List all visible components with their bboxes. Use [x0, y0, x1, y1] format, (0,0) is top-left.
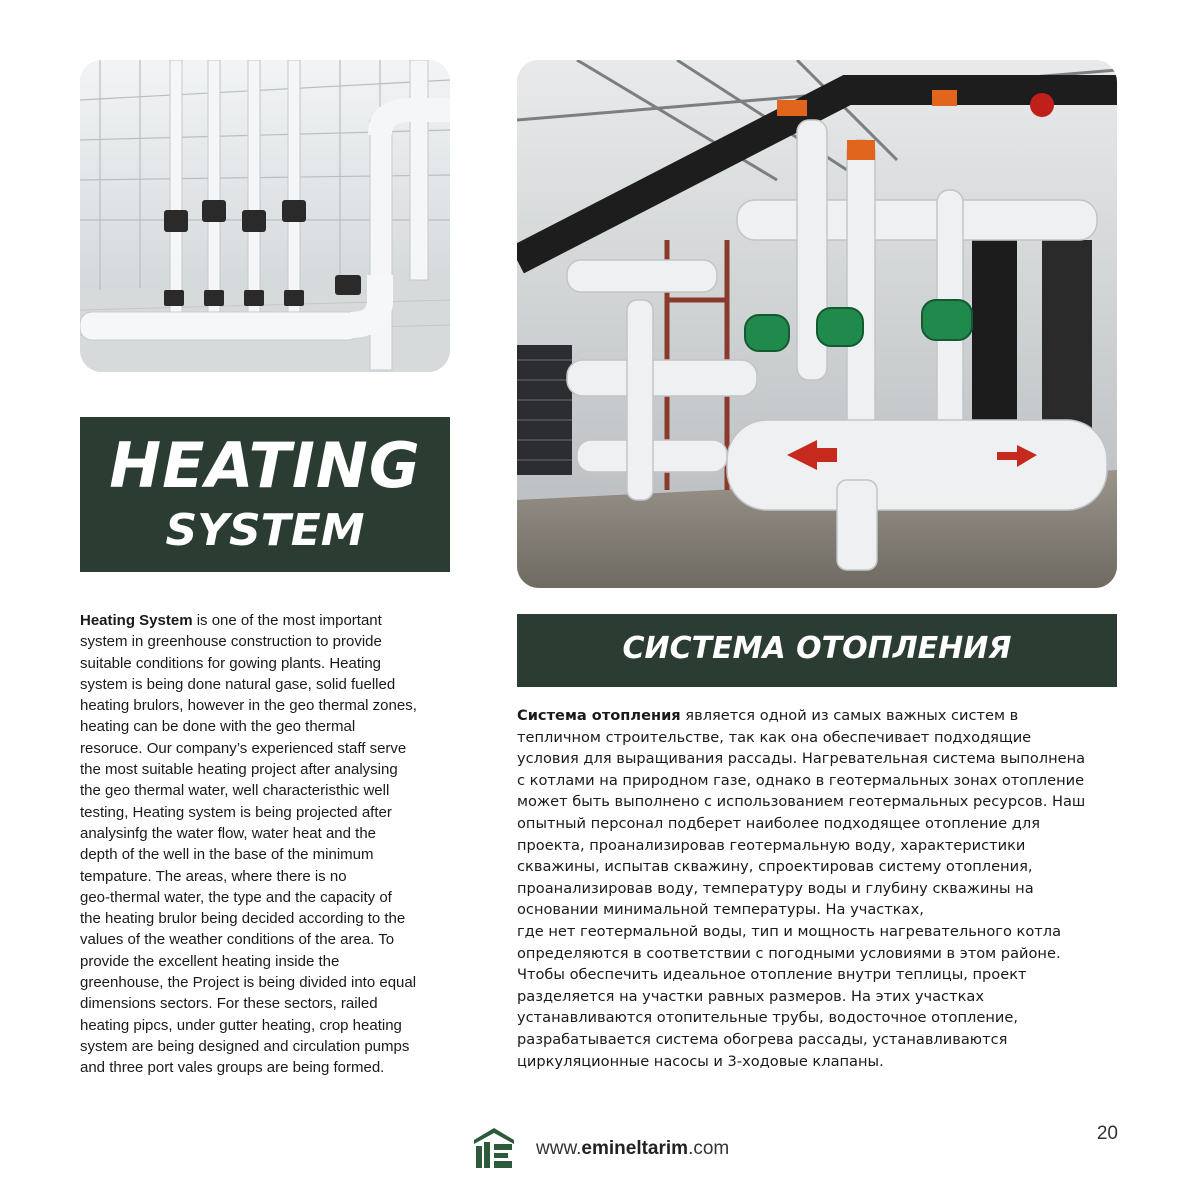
body-line-ru: условия для выращивания рассады. Нагревательная система выполнена	[517, 750, 1086, 768]
body-line-ru: определяются в соответствии с погодными условиями в этом районе.	[517, 944, 1061, 962]
body-lead-ru: Система отопления	[517, 707, 681, 724]
body-line-ru: с котлами на природном газе, однако в геотермальных зонах отопление	[517, 771, 1085, 789]
body-line-en: testing, Heating system is being projected after	[80, 803, 392, 821]
banner-title-line2: SYSTEM	[165, 505, 365, 556]
banner-title-ru: СИСТЕМА ОТОПЛЕНИЯ	[622, 631, 1012, 666]
greenhouse-heating-photo	[80, 60, 450, 372]
body-line-en: the geo thermal water, well characteristhic well	[80, 782, 390, 800]
body-line-en: values of the weather conditions of the area. To	[80, 931, 395, 949]
url-suffix: .com	[688, 1138, 730, 1159]
url-prefix: www.	[536, 1138, 582, 1159]
heading-banner-en	[80, 417, 450, 572]
body-line-ru: проанализировав воду, температуру воды и глубину скважины на	[517, 879, 1034, 897]
body-line-en: resoruce. Our company’s experienced staff serve	[80, 739, 407, 757]
company-logo-icon-svg	[472, 1126, 516, 1168]
banner-title-line1: HEATING	[109, 429, 421, 502]
body-line-ru: опытный персонал подберет наиболее подходящее отопление для	[517, 814, 1040, 832]
body-line-en: dimensions sectors. For these sectors, railed	[80, 995, 378, 1013]
body-line-en: the heating brulor being decided according to the	[80, 910, 406, 928]
heating-station-illustration	[517, 60, 1117, 588]
body-line-en: greenhouse, the Project is being divided into equal	[80, 974, 417, 992]
body-line-en: geo-thermal water, the type and the capacity of	[80, 888, 392, 906]
body-line-en: tempature. The areas, where there is no	[80, 867, 347, 885]
body-line-en: suitable conditions for gowing plants. Heating	[80, 654, 382, 672]
body-line-en: provide the excellent heating inside the	[80, 952, 340, 970]
body-line-ru: может быть выполнено с использованием геотермальных ресурсов. Наш	[517, 793, 1086, 811]
company-logo-icon	[472, 1126, 516, 1173]
body-text-ru	[517, 705, 1122, 1072]
body-line-ru: является одной из самых важных систем в	[680, 707, 1019, 724]
body-line-en: heating pipcs, under gutter heating, crop heating	[80, 1016, 402, 1034]
body-line-en: and three port vales groups are being formed.	[80, 1059, 385, 1077]
body-line-en: system in greenhouse construction to provide	[80, 633, 382, 651]
heating-station-photo	[517, 60, 1117, 588]
body-line-ru: разделяется на участки равных размеров. На этих участках	[517, 987, 984, 1005]
body-lead-en: Heating System	[80, 612, 193, 629]
heading-banner-ru	[517, 614, 1117, 687]
body-line-ru: разрабатывается система обогрева рассады, устанавливаются	[517, 1030, 1008, 1048]
body-text-en	[80, 610, 455, 1079]
body-line-en: heating brulors, however in the geo thermal zones,	[80, 697, 417, 715]
body-line-en: the most suitable heating project after analysing	[80, 761, 398, 779]
footer	[472, 1128, 729, 1170]
body-line-ru: Чтобы обеспечить идеальное отопление внутри теплицы, проект	[517, 966, 1027, 984]
body-line-en: is one of the most important	[192, 612, 382, 629]
body-line-en: system is being done natural gase, solid fuelled	[80, 675, 396, 693]
body-line-ru: циркуляционные насосы и 3-ходовые клапаны.	[517, 1052, 884, 1070]
body-line-ru: устанавливаются отопительные трубы, водосточное отопление,	[517, 1009, 1019, 1027]
url-brand: emineltarim	[581, 1138, 689, 1159]
body-line-ru: проекта, проанализировав геотермальную воду, характеристики	[517, 836, 1026, 854]
body-line-en: depth of the well in the base of the minimum	[80, 846, 374, 864]
body-line-en: analysinfg the water flow, water heat and the	[80, 824, 377, 842]
page-number: 20	[1096, 1123, 1118, 1144]
body-line-en: system are being designed and circulation pumps	[80, 1037, 410, 1055]
body-line-en: heating can be done with the geo thermal	[80, 718, 356, 736]
body-line-ru: скважины, испытав скважину, спроектировав систему отопления,	[517, 858, 1033, 876]
body-line-ru: тепличном строительстве, так как она обеспечивает подходящие	[517, 728, 1032, 746]
greenhouse-heating-illustration	[80, 60, 450, 372]
body-line-ru: основании минимальной температуры. На участках,	[517, 901, 924, 919]
website-url[interactable]	[536, 1138, 729, 1160]
body-line-ru: где нет геотермальной воды, тип и мощность нагревательного котла	[517, 922, 1062, 940]
